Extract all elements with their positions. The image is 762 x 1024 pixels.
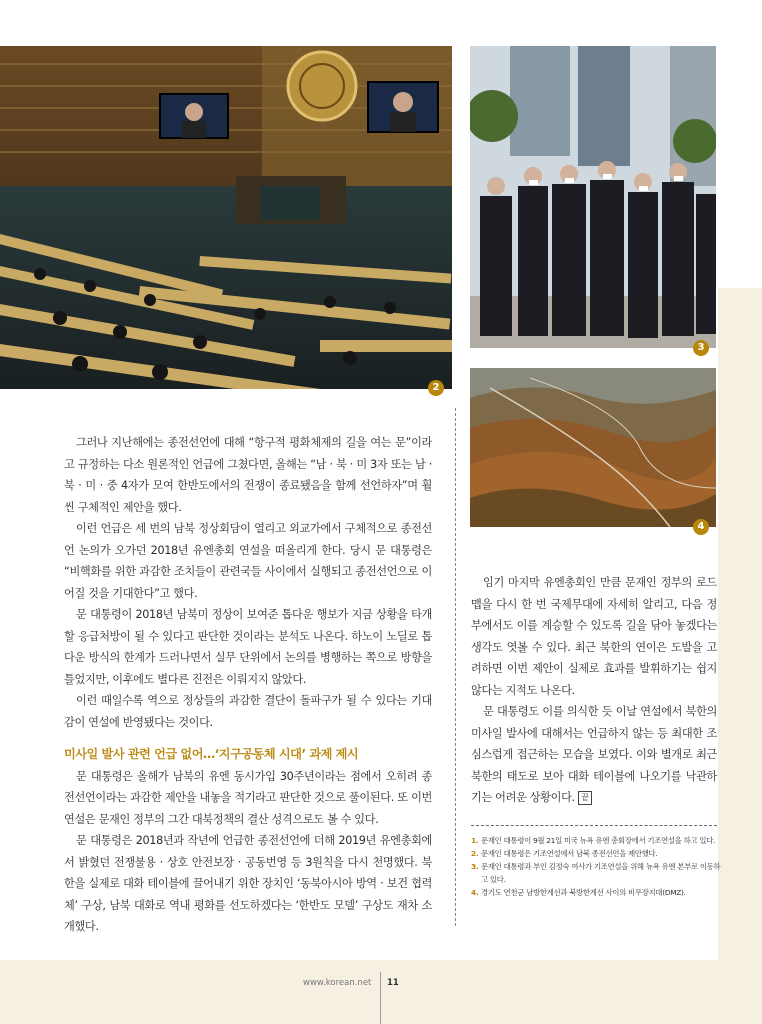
left-column <box>64 432 432 938</box>
caption-item <box>471 860 721 886</box>
photo-badge-3: 3 <box>693 340 709 356</box>
paragraph: 문 대통령이 2018년 남북미 정상이 보여준 톱다운 행보가 지금 상황을 타개할 응급처방이 될 수 있다고 판단한 것이라는 분석도 나온다. 하노이 노딜로 톱다운 방식의 한계가 드러나면서 실무 단위에서 논의를 병행하는 쪽으로 방향을 틀었지만, 이후에도 별다른 진전은 이뤄지지 않았다. <box>64 608 432 686</box>
column-divider <box>455 408 456 926</box>
caption-item <box>471 886 721 899</box>
caption-number: 4. <box>471 888 479 897</box>
caption-text: 문재인 대통령과 부인 김정숙 여사가 기조연설을 위해 뉴욕 유엔 본부로 이동하고 있다. <box>481 862 721 884</box>
paragraph: 이런 때일수록 역으로 정상들의 과감한 결단이 돌파구가 될 수 있다는 기대감이 연설에 반영됐다는 것이다. <box>64 694 432 729</box>
paragraph: 문 대통령은 2018년과 작년에 언급한 종전선언에 더해 2019년 유엔총회에서 밝혔던 전쟁불용 · 상호 안전보장 · 공동번영 등 3원칙을 다시 천명했다. 북한을 실제로 대화 테이블에 끌어내기 위한 장치인 ‘동북아시아 방역 · 보건 협력체’ 구상, 남북 대화로 역내 평화를 선도하겠다는 ‘한반도 모델’ 구상도 재차 소개했다. <box>64 834 432 933</box>
footnote-divider <box>471 825 717 826</box>
photo-un-general-assembly <box>0 46 452 389</box>
paragraph: 그러나 지난해에는 종전선언에 대해 “항구적 평화체제의 길을 여는 문”이라고 규정하는 다소 원론적인 언급에 그쳤다면, 올해는 “남 · 북 · 미 3자 또는 남 · 북 · 미 · 중 4자가 모여 한반도에서의 전쟁이 종료됐음을 함께 선언하자”며 훨씬 구체적인 제안을 했다. <box>64 436 432 514</box>
right-column <box>471 572 717 809</box>
caption-number: 3. <box>471 862 479 871</box>
photo-delegation-walking <box>470 46 716 348</box>
footer-divider <box>380 972 381 1024</box>
caption-number: 2. <box>471 849 479 858</box>
photo-captions <box>471 834 721 899</box>
caption-item <box>471 847 721 860</box>
paragraph <box>471 701 717 809</box>
caption-text: 문재인 대통령이 9월 21일 미국 뉴욕 유엔 총회장에서 기조연설을 하고 있다. <box>481 836 716 845</box>
paragraph: 임기 마지막 유엔총회인 만큼 문재인 정부의 로드맵을 다시 한 번 국제무대에 자세히 알리고, 다음 정부에서도 이를 계승할 수 있도록 길을 닦아 놓겠다는 생각도 엿볼 수 있다. 최근 북한의 연이은 도발을 고려하면 이번 제안이 실제로 효과를 발휘하기는 쉽지 않다는 지적도 나온다. <box>471 576 717 697</box>
paragraph: 이런 언급은 세 번의 남북 정상회담이 열리고 외교가에서 구체적으로 종전선언 논의가 오가던 2018년 유엔총회 연설을 떠올리게 한다. 당시 문 대통령은 “비핵화를 위한 과감한 조치들이 관련국들 사이에서 실행되고 종전선언으로 이어질 것을 기대한다”고 했다. <box>64 522 432 600</box>
photo-badge-4: 4 <box>693 519 709 535</box>
photo-dmz <box>470 368 716 527</box>
photo-badge-2: 2 <box>428 380 444 396</box>
un-hall-illustration <box>0 46 452 389</box>
end-mark-icon: 끝 <box>578 791 592 805</box>
caption-number: 1. <box>471 836 479 845</box>
footer-site: www.korean.net <box>303 978 372 988</box>
paragraph: 문 대통령은 올해가 남북의 유엔 동시가입 30주년이라는 점에서 오히려 종전선언이라는 과감한 제안을 내놓을 적기라고 판단한 것으로 풀이된다. 또 이번 연설은 문재인 정부의 그간 대북정책의 결산 성격으로도 볼 수 있다. <box>64 769 432 826</box>
caption-item <box>471 834 721 847</box>
caption-text: 경기도 연천군 남방한계선과 북방한계선 사이의 비무장지대(DMZ). <box>481 888 686 897</box>
page-number: 11 <box>387 978 399 988</box>
section-subheading: 미사일 발사 관련 언급 없어…‘지구공동체 시대’ 과제 제시 <box>64 747 359 761</box>
dmz-illustration <box>470 368 716 527</box>
paragraph-text: 문 대통령도 이를 의식한 듯 이날 연설에서 북한의 미사일 발사에 대해서는 언급하지 않는 등 최대한 조심스럽게 접근하는 모습을 보였다. 이와 별개로 최근 북한의 태도로 보아 대화 테이블에 나오기를 낙관하기는 어려운 상황이다. <box>471 705 717 804</box>
delegation-illustration <box>470 46 716 348</box>
caption-text: 문재인 대통령은 기조연설에서 남북 종전선언을 제안했다. <box>481 849 658 858</box>
sidebar-panel <box>718 288 762 960</box>
